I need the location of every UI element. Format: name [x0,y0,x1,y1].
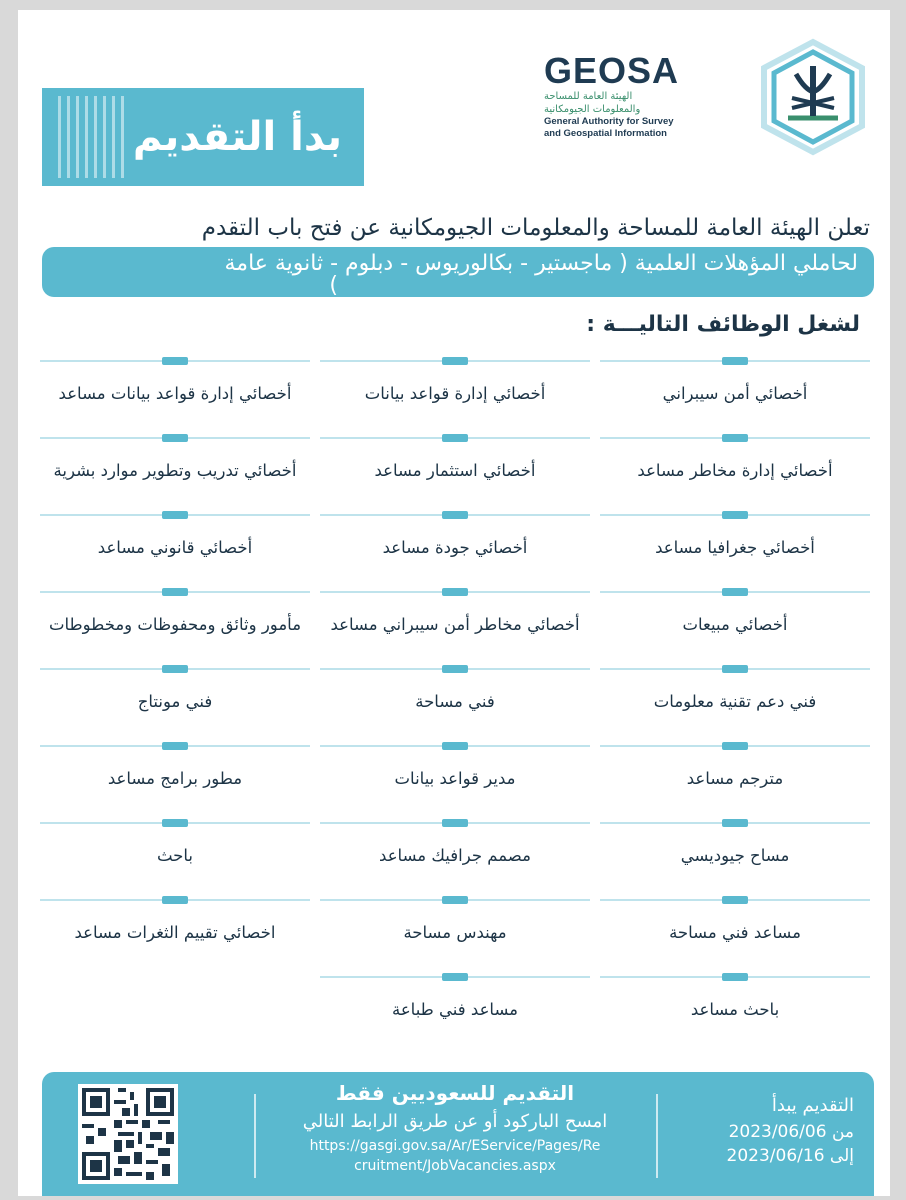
separator-dot [162,588,188,596]
job-title: أخصائي قانوني مساعد [97,538,253,557]
job-title: أخصائي إدارة مخاطر مساعد [637,461,833,480]
logo-arabic-line-1: الهيئة العامة للمساحة [544,91,633,102]
job-title: مساعد فني مساحة [669,923,801,942]
separator-dot [722,434,748,442]
separator-dot [722,511,748,519]
footer-divider [656,1094,658,1178]
job-title: مساعد فني طباعة [391,1000,519,1019]
job-title: مترجم مساعد [686,769,784,788]
job-item [320,822,590,899]
recruitment-url-line-1[interactable]: https://gasgi.gov.sa/Ar/EService/Pages/Re [309,1138,601,1154]
separator-dot [442,588,468,596]
jobs-row [40,822,870,899]
separator-dot [442,665,468,673]
logo-name: GEOSA [544,50,680,91]
job-item [600,668,870,745]
job-title: مدير قواعد بيانات [394,769,516,788]
geosa-logo [544,38,868,158]
jobs-row [40,976,870,1053]
job-title: مطور برامج مساعد [107,769,243,788]
job-item [40,822,310,899]
job-item [320,745,590,822]
job-title: أخصائي أمن سيبراني [662,384,808,403]
jobs-row [40,745,870,822]
apply-title: بدأ التقديم [132,114,342,160]
job-title: مهندس مساحة [403,923,507,942]
separator-dot [162,665,188,673]
job-title: اخصائي تقييم الثغرات مساعد [74,923,276,942]
job-title: فني دعم تقنية معلومات [653,692,817,711]
job-title: باحث [156,846,194,865]
qr-code-icon[interactable] [78,1084,178,1184]
job-title: باحث مساعد [690,1000,780,1019]
logo-arabic-line-2: والمعلومات الجيومكانية [544,104,641,115]
job-item [40,745,310,822]
job-title: أخصائي مبيعات [682,615,788,634]
job-item [320,437,590,514]
following-jobs-heading: لشغل الوظائف التاليـــة : [586,312,860,337]
separator-dot [162,357,188,365]
separator-dot [442,896,468,904]
separator-dot [162,511,188,519]
separator-dot [442,357,468,365]
jobs-grid [40,360,870,1053]
job-item [600,822,870,899]
job-item [320,899,590,976]
job-item [320,514,590,591]
separator-dot [162,819,188,827]
qualifications-line-1: لحاملي المؤهلات العلمية ( ماجستير - بكالوريوس - دبلوم - ثانوية عامة [224,251,858,276]
separator-dot [162,742,188,750]
logo-english-line-1: General Authority for Survey [544,116,674,127]
logo-english-line-2: and Geospatial Information [544,128,667,139]
separator-dot [442,973,468,981]
qualifications-banner [42,247,874,297]
job-title: مأمور وثائق ومحفوظات ومخطوطات [48,615,302,634]
saudi-emblem-logo-icon [758,38,868,156]
separator-dot [722,742,748,750]
job-item [320,976,590,1053]
job-item [600,745,870,822]
job-item [600,514,870,591]
job-announcement-page [18,10,890,1196]
job-item [600,976,870,1053]
separator-dot [442,742,468,750]
jobs-row [40,591,870,668]
job-item [40,899,310,976]
jobs-row [40,437,870,514]
job-title: مصمم جرافيك مساعد [379,846,531,865]
job-item [600,437,870,514]
separator-dot [722,588,748,596]
job-title: أخصائي جغرافيا مساعد [655,538,815,557]
separator-dot [162,434,188,442]
separator-dot [722,819,748,827]
jobs-row [40,668,870,745]
footer-apply-info [274,1078,636,1176]
application-dates [674,1092,854,1168]
job-item [40,668,310,745]
footer-banner [42,1072,874,1196]
job-item [600,899,870,976]
apply-banner[interactable] [42,88,364,186]
job-item [600,360,870,437]
separator-dot [722,357,748,365]
saudis-only-text: التقديم للسعوديين فقط [335,1081,575,1105]
jobs-row [40,360,870,437]
job-item [320,360,590,437]
job-item [320,668,590,745]
separator-dot [722,896,748,904]
from-date: من 2023/06/06 [728,1122,854,1142]
job-title: أخصائي جودة مساعد [382,538,528,557]
job-item [600,591,870,668]
separator-dot [722,973,748,981]
to-date: إلى 2023/06/16 [726,1146,854,1166]
qualifications-line-2: ) [329,273,338,298]
job-title: فني مساحة [415,692,495,711]
job-title: فني مونتاج [137,692,213,711]
scan-instruction-text: امسح الباركود أو عن طريق الرابط التالي [302,1111,608,1132]
job-title: مساح جيوديسي [680,846,790,865]
separator-dot [442,511,468,519]
announcement-text: تعلن الهيئة العامة للمساحة والمعلومات الجيومكانية عن فتح باب التقدم [201,215,870,241]
footer-divider [254,1094,256,1178]
logo-text-block [544,52,744,140]
separator-dot [442,434,468,442]
job-item [320,591,590,668]
separator-dot [442,819,468,827]
job-title: أخصائي إدارة قواعد بيانات مساعد [58,384,292,403]
decorative-stripes [58,96,128,178]
job-item [40,591,310,668]
job-title: أخصائي استثمار مساعد [374,461,536,480]
job-title: أخصائي إدارة قواعد بيانات [364,384,546,403]
start-label: التقديم يبدأ [771,1095,854,1116]
job-item [40,437,310,514]
separator-dot [722,665,748,673]
jobs-row [40,899,870,976]
jobs-row [40,514,870,591]
job-title: أخصائي مخاطر أمن سيبراني مساعد [330,615,580,634]
job-item [40,514,310,591]
separator-dot [162,896,188,904]
job-title: أخصائي تدريب وتطوير موارد بشرية [53,461,297,480]
recruitment-url-line-2[interactable]: cruitment/JobVacancies.aspx [354,1158,556,1174]
job-item [40,360,310,437]
